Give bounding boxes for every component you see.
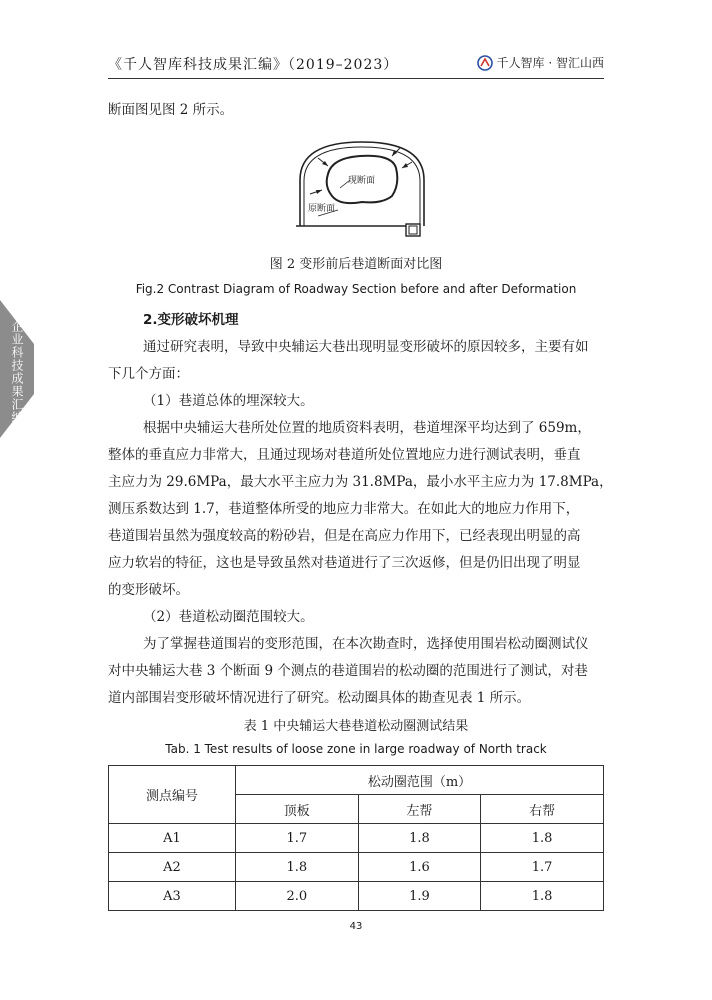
body-line: 的变形破坏。 xyxy=(108,582,189,598)
table-cell: 1.7 xyxy=(481,853,604,882)
table-cell: 1.8 xyxy=(358,824,481,853)
header-rule xyxy=(108,78,604,79)
side-tab xyxy=(0,300,34,438)
table-header-row xyxy=(109,766,604,795)
body-line: 下几个方面： xyxy=(108,366,189,382)
side-tab-label: 企业科技成果汇编 xyxy=(10,320,24,424)
figure-caption-cn: 图 2 变形前后巷道断面对比图 xyxy=(269,257,443,272)
table-cell: A2 xyxy=(109,853,236,882)
label-current-section: 现断面 xyxy=(348,176,376,186)
page-header xyxy=(108,52,604,76)
table-cell: 1.9 xyxy=(358,882,481,911)
table-caption-cn: 表 1 中央辅运大巷巷道松动圈测试结果 xyxy=(243,719,469,734)
table-cell: 1.8 xyxy=(236,853,359,882)
header-brand-text: 千人智库 · 智汇山西 xyxy=(496,56,604,70)
body-line: 根据中央辅运大巷所处位置的地质资料表明，巷道埋深平均达到了 659m， xyxy=(143,420,591,436)
table-caption-en: Tab. 1 Test results of loose zone in large roadway of North track xyxy=(165,742,547,756)
header-title: 《千人智库科技成果汇编》（2019–2023） xyxy=(108,57,399,73)
table-cell: A3 xyxy=(109,882,236,911)
subheader-left-wall: 左帮 xyxy=(358,795,481,824)
body-line: 道内部围岩变形破坏情况进行了研究。松动圈具体的勘查见表 1 所示。 xyxy=(108,690,531,706)
body-line: （2）巷道松动圈范围较大。 xyxy=(143,609,314,625)
header-point-id: 测点编号 xyxy=(109,766,236,824)
body-line: （1）巷道总体的埋深较大。 xyxy=(143,393,314,409)
subheader-right-wall: 右帮 xyxy=(481,795,604,824)
subheader-roof: 顶板 xyxy=(236,795,359,824)
table-row xyxy=(109,882,604,911)
body-line: 测压系数达到 1.7，巷道整体所受的地应力非常大。在如此大的地应力作用下， xyxy=(108,501,580,517)
label-original-section: 原断面 xyxy=(308,204,336,214)
body-line: 应力软岩的特征，这也是导致虽然对巷道进行了三次返修，但是仍旧出现了明显 xyxy=(108,555,581,571)
body-line: 通过研究表明，导致中央辅运大巷出现明显变形破坏的原因较多，主要有如 xyxy=(143,339,589,355)
table-row xyxy=(109,853,604,882)
roadway-section-figure xyxy=(288,140,436,240)
table-row xyxy=(109,824,604,853)
table-cell: 1.8 xyxy=(481,882,604,911)
loose-zone-table xyxy=(108,765,604,911)
body-line: 对中央辅运大巷 3 个断面 9 个测点的巷道围岩的松动圈的范围进行了测试，对巷 xyxy=(108,663,588,679)
body-line: 整体的垂直应力非常大，且通过现场对巷道所处位置地应力进行测试表明，垂直 xyxy=(108,447,581,463)
table-cell: 1.6 xyxy=(358,853,481,882)
body-line: 巷道围岩虽然为强度较高的粉砂岩，但是在高应力作用下，已经表现出明显的高 xyxy=(108,528,581,544)
header-brand xyxy=(477,54,604,71)
page-number: 43 xyxy=(349,921,363,932)
body-line: 主应力为 29.6MPa，最大水平主应力为 31.8MPa，最小水平主应力为 17.8MPa， xyxy=(108,474,613,490)
table-cell: A1 xyxy=(109,824,236,853)
header-loose-zone-range: 松动圈范围（m） xyxy=(236,766,604,795)
brand-logo-icon xyxy=(477,55,493,71)
body-line: 为了掌握巷道围岩的变形范围，在本次勘查时，选择使用围岩松动圈测试仪 xyxy=(143,636,589,652)
table-cell: 2.0 xyxy=(236,882,359,911)
table-cell: 1.7 xyxy=(236,824,359,853)
figure-caption-en: Fig.2 Contrast Diagram of Roadway Section before and after Deformation xyxy=(135,282,577,296)
table-cell: 1.8 xyxy=(481,824,604,853)
intro-line: 断面图见图 2 所示。 xyxy=(108,102,234,118)
section-heading: 2.变形破坏机理 xyxy=(143,312,239,328)
